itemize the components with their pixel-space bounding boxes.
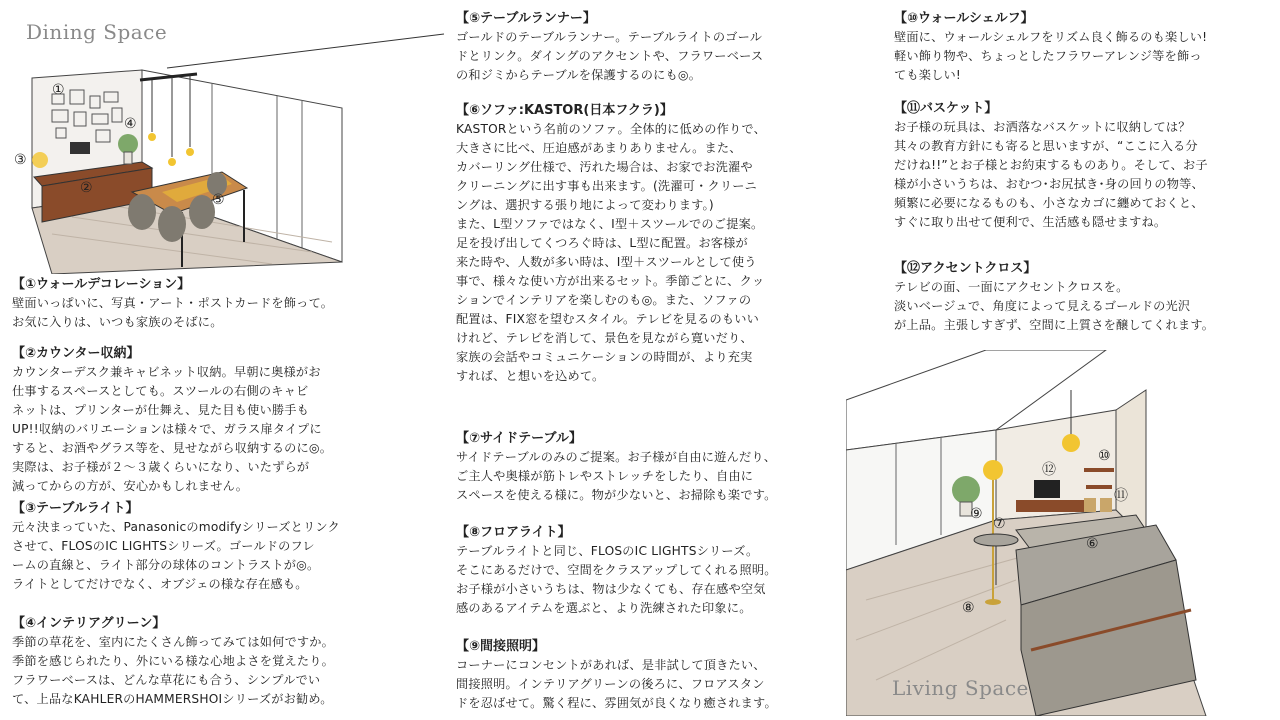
section-counter-storage: [12, 345, 432, 496]
section-heading: 【④インテリアグリーン】: [12, 616, 166, 631]
living-sketch: [846, 350, 1276, 716]
section-heading: 【①ウォールデコレーション】: [12, 277, 191, 292]
living-marker-11: ⑪: [1114, 488, 1128, 504]
section-body: お子様の玩具は、お洒落なバスケットに収納しては？ 其々の教育方針にも寄ると思いますが、“ここに入る分 だけね!!”とお子様とお約束するものあり。そして、お子 様が小さいうちは、おむつ･お尻拭き･身の回りの物等、 頻繁に必要になるものも、小さなカゴに纏めておくと、 すぐに取り出せて便利で、生活感も隠せますね。: [894, 120, 1208, 229]
section-body: コーナーにコンセントがあれば、是非試して頂きたい、 間接照明。インテリアグリーンの後ろに、フロアスタン ドを忍ばせて。驚く程に、雰囲気が良くなり癒されます。: [456, 658, 777, 710]
section-wall-shelf: [894, 10, 1274, 85]
section-heading: 【⑨間接照明】: [456, 639, 546, 654]
section-heading: 【③テーブルライト】: [12, 501, 139, 516]
section-body: テレビの面、一面にアクセントクロスを。 淡いベージュで、角度によって見えるゴールドの光沢 が上品。主張しすぎず、空間に上質さを醸してくれます。: [894, 280, 1215, 332]
section-body: ゴールドのテーブルランナー。テーブルライトのゴール ドとリンク。ダイングのアクセントや、フラワーベース の和ジミからテーブルを保護するのにも◎。: [456, 30, 764, 82]
living-marker-9: ⑨: [970, 506, 983, 522]
section-sofa-kastor: [456, 102, 841, 386]
dining-marker-2: ②: [80, 180, 93, 196]
section-basket: [894, 100, 1274, 232]
section-heading: 【⑩ウォールシェルフ】: [894, 11, 1034, 26]
dining-space-title: Dining Space: [26, 20, 168, 44]
living-marker-7: ⑦: [993, 516, 1006, 532]
living-marker-6: ⑥: [1086, 536, 1099, 552]
section-heading: 【⑥ソファ:KASTOR(日本フクラ)】: [456, 103, 673, 118]
section-interior-green: [12, 615, 432, 709]
living-space-illustration: [846, 350, 1276, 716]
section-body: 壁面いっぱいに、写真・アート・ポストカードを飾って。 お気に入りは、いつも家族のそばに。: [12, 296, 334, 329]
dining-space-illustration: [12, 12, 452, 274]
dining-marker-4: ④: [124, 116, 137, 132]
dining-sketch: [12, 12, 452, 274]
section-body: KASTORという名前のソファ。全体的に低めの作りで、 大きさに比べ、圧迫感があまりありません。また、 カバーリング仕様で、汚れた場合は、お家でお洗濯や クリーニングに出す事も出来ます。(洗濯可・クリーニ ングは、選択する張り地によって変わります。) また、L型ソファではなく、I型＋スツールでのご提案。 足を投げ出してくつろぐ時は、L型に配置。お客様が 来た時や、人数が多い時は、I型＋スツールとして使う 事で、様々な使い方が出来るセット。季節ごとに、クッ ションでインテリアを楽しむのも◎。また、ソファの 配置は、FIX窓を望むスタイル。テレビを見るのもいい けれど、テレビを消して、景色を見ながら寛いだり、 家族の会話やコミュニケーションの時間が、より充実 すれば、と想いを込めて。: [456, 122, 766, 383]
dining-marker-5: ⑤: [212, 192, 225, 208]
living-marker-12: ⑫: [1042, 462, 1056, 478]
living-marker-8: ⑧: [962, 600, 975, 616]
section-body: 元々決まっていた、Panasonicのmodifyシリーズとリンク させて、FLOSのIC LIGHTSシリーズ。ゴールドのフレ ームの直線と、ライト部分の球体のコントラストが◎。 ライトとしてだけでなく、オブジェの様な存在感も。: [12, 520, 340, 591]
section-heading: 【⑫アクセントクロス】: [894, 261, 1037, 276]
section-table-light: [12, 500, 432, 594]
section-heading: 【②カウンター収納】: [12, 346, 140, 361]
section-body: 壁面に、ウォールシェルフをリズム良く飾るのも楽しい! 軽い飾り物や、ちょっとしたフラワーアレンジ等を飾っ ても楽しい!: [894, 30, 1208, 82]
section-body: 季節の草花を、室内にたくさん飾ってみては如何ですか。 季節を感じられたり、外にいる様な心地よさを覚えたり。 フラワーベースは、どんな草花にも合う、シンプルでい て、上品なKAHLERのHAMMERSHOIシリーズがお勧め。: [12, 635, 335, 706]
section-side-table: [456, 430, 841, 505]
dining-marker-1: ①: [52, 82, 65, 98]
section-heading: 【⑧フロアライト】: [456, 525, 571, 540]
living-space-title: Living Space: [892, 676, 1029, 700]
section-body: テーブルライトと同じ、FLOSのIC LIGHTSシリーズ。 そこにあるだけで、空間をクラスアップしてくれる照明。 お子様が小さいうちは、物は少なくても、存在感や空気 感のあるアイテムを選ぶと、より洗練された印象に。: [456, 544, 777, 615]
section-accent-cloth: [894, 260, 1274, 335]
section-indirect-lighting: [456, 638, 841, 713]
dining-marker-3: ③: [14, 152, 27, 168]
living-marker-10: ⑩: [1098, 448, 1111, 464]
section-body: サイドテーブルのみのご提案。お子様が自由に遊んだり、 ご主人や奥様が筋トレやストレッチをしたり、自由に スペースを使える様に。物が少ないと、お掃除も楽です。: [456, 450, 777, 502]
section-table-runner: [456, 10, 841, 85]
section-floor-light: [456, 524, 841, 618]
section-body: カウンターデスク兼キャビネット収納。早朝に奥様がお 仕事するスペースとしても。スツールの右側のキャビ ネットは、プリンターが仕舞え、見た目も使い勝手も UP!!収納のバリエーションは様々で、ガラス扉タイプに すると、お酒やグラス等を、見せながら収納するのに◎。 実際は、お子様が２～３歳くらいになり、いたずらが 減ってからの方が、安心かもしれません。: [12, 365, 333, 493]
section-heading: 【⑦サイドテーブル】: [456, 431, 582, 446]
section-wall-decoration: [12, 276, 432, 332]
section-heading: 【⑪バスケット】: [894, 101, 998, 116]
section-heading: 【⑤テーブルランナー】: [456, 11, 596, 26]
